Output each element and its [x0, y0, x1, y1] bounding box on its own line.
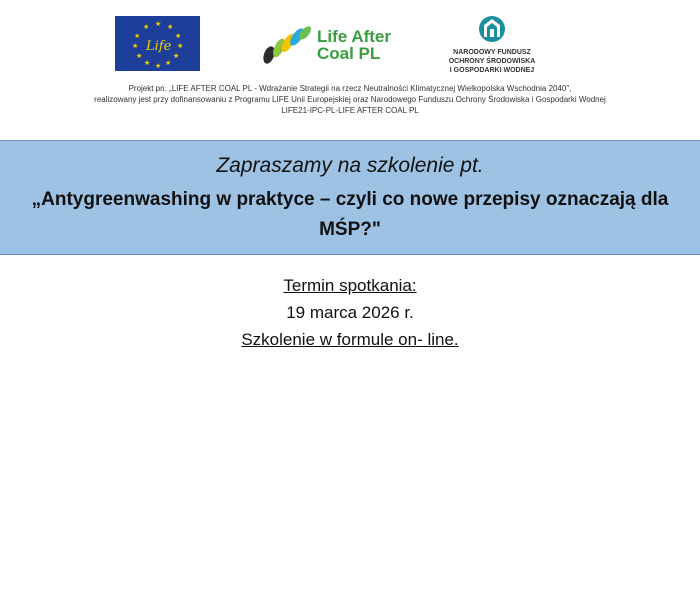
banner-title-line-2: MŚP?" — [319, 219, 381, 240]
svg-text:★: ★ — [167, 23, 174, 31]
svg-text:★: ★ — [175, 32, 182, 40]
eu-life-text: Life — [146, 39, 172, 54]
svg-text:★: ★ — [136, 52, 143, 60]
svg-text:★: ★ — [173, 52, 180, 60]
nfosigw-logo — [440, 15, 544, 79]
banner-subtitle: Zapraszamy na szkolenie pt. — [216, 154, 484, 177]
nfosigw-wordmark: NARODOWY FUNDUSZ OCHRONY ŚRODOWISKA I GOSPODARKI WODNEJ — [448, 49, 536, 74]
svg-text:★: ★ — [155, 20, 162, 28]
meeting-format: Szkolenie w formule on- line. — [241, 330, 459, 349]
logo-header — [0, 0, 700, 82]
svg-text:★: ★ — [144, 59, 151, 67]
eu-life-logo — [115, 16, 200, 71]
life-after-coal-logo — [257, 22, 407, 68]
meeting-date: 19 marca 2026 r. — [286, 303, 414, 322]
project-line-2: realizowany jest przy dofinansowaniu z Programu LIFE Unii Europejskiej oraz Narodowego Funduszu Ochrony Środowiska i Gospodarki Wodnej — [94, 95, 606, 104]
project-line-3: LIFE21-IPC-PL-LIFE AFTER COAL PL — [281, 106, 419, 115]
svg-text:★: ★ — [177, 42, 184, 50]
banner-title-line-1: „Antygreenwashing w praktyce – czyli co nowe przepisy oznaczają dla — [31, 189, 669, 210]
svg-text:★: ★ — [134, 32, 141, 40]
meeting-info — [0, 272, 700, 353]
life-after-coal-wordmark: Life After Coal PL — [317, 27, 391, 63]
meeting-label: Termin spotkania: — [283, 276, 417, 295]
training-banner — [0, 140, 700, 255]
project-info — [0, 83, 700, 116]
svg-text:★: ★ — [155, 62, 162, 70]
svg-text:★: ★ — [143, 23, 150, 31]
project-line-1: Projekt pn. „LIFE AFTER COAL PL - Wdrażanie Strategii na rzecz Neutralności Klimatycznej Wielkopolska Wschodnia 2040", — [128, 84, 572, 93]
svg-text:★: ★ — [132, 42, 139, 50]
svg-text:★: ★ — [165, 59, 172, 67]
